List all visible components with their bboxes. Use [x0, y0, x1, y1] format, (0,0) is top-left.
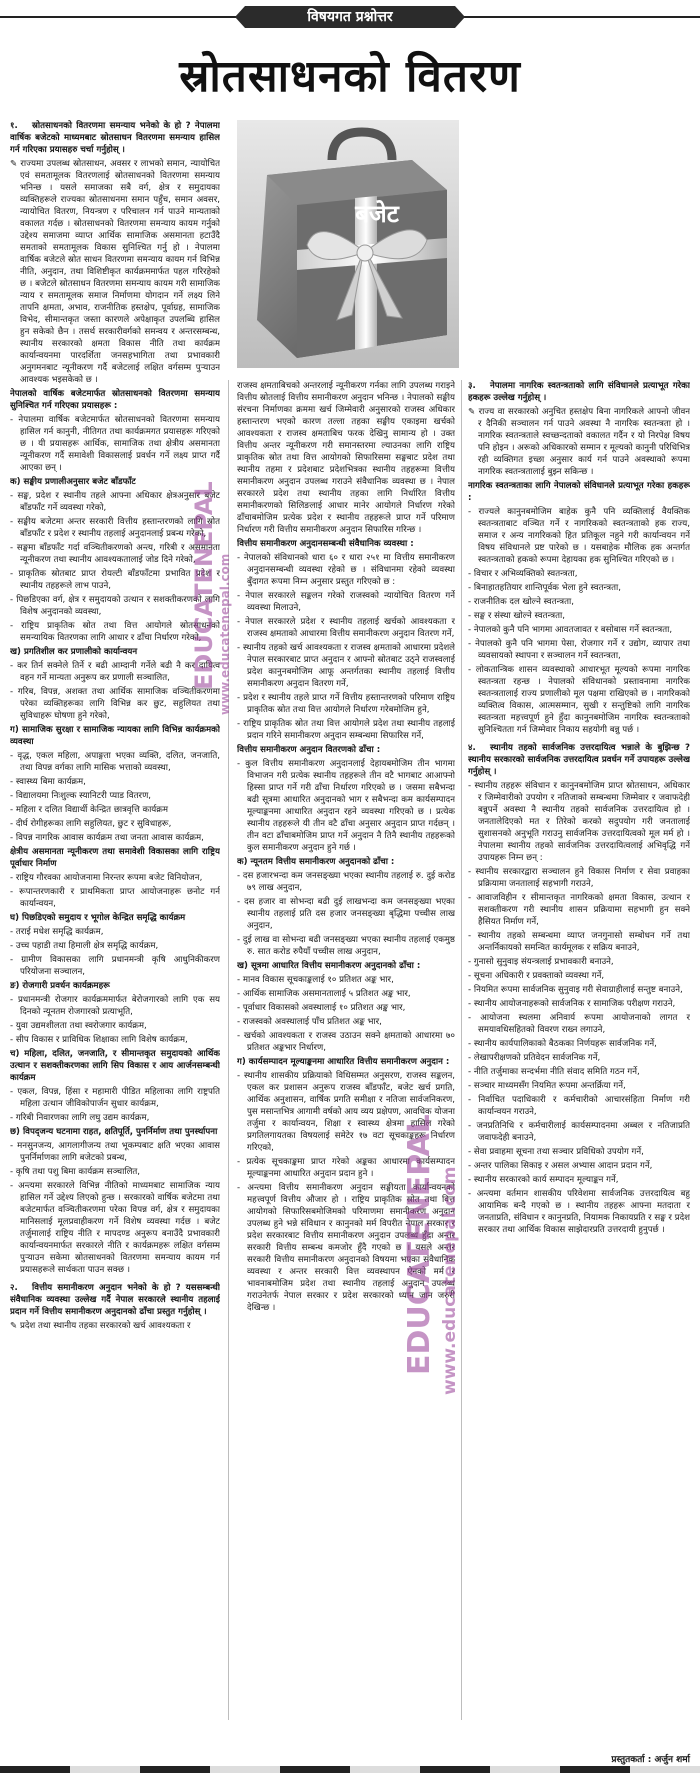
subheading-gh: क्षेत्रीय असमानता न्यूनीकरण तथा समावेशी विकासका लागि राष्ट्रिय पूर्वाधार निर्माण	[10, 847, 220, 869]
list-item: - आवाजविहीन र सीमान्तकृत नागरिकको क्षमता विकास, उत्थान र सशक्तीकरण गरी स्थानीय शासन प्रक्रियामा सहभागी हुन सक्ने हैसियत निर्माण गर्ने,	[468, 893, 690, 927]
list	[10, 872, 220, 910]
list-item: - स्थानीय तहहरू संविधान र कानुनबमोजिम प्राप्त स्रोतसाधन, अधिकार र जिम्मेवारीको उपयोग र नतिजाको सम्बन्धमा जिम्मेवार र जवाफदेही बन्नुपर्ने अवस्था नै स्थानीय तहको सार्वजनिक उत्तरदायित्व हो । जनतालेदिएको मत र तिरेको करको सदुपयोग गरी जनतालाई सुशासनको अनुभूति गराउनु सार्वजनिक उत्तरदायित्वको मूल मर्म हो । नेपालमा स्थानीय तहको सार्वजनिक उत्तरदायित्वलाई अभिवृद्धि गर्ने उपायहरू निम्न छन् :	[468, 781, 690, 863]
column-3	[468, 380, 690, 1750]
list-item: - तराई मधेश समृद्धि कार्यक्रम,	[10, 927, 104, 937]
list-item: - स्थानीय सरकारको कार्य सम्पादन मूल्याङ्कन गर्ने,	[468, 1175, 619, 1185]
list-item: - मनसुनजन्य, आगलागीजन्य तथा भूकम्पबाट क्षति भएका आवास पुनर्निर्माणका लागि बजेटको प्रबन्ध,	[10, 1141, 220, 1163]
question-1: १. स्रोतसाधनको वितरणमा समन्याय भनेको के हो ? नेपालमा वार्षिक बजेटको माध्यमबाट स्रोतसाधन वितरणमा समन्याय हासिल गर्न गरिएका प्रयासहरु चर्चा गर्नुहोस् ।	[10, 121, 220, 155]
list-item: - सञ्चार माध्यमसँग नियमित रूपमा अन्तर्क्रिया गर्ने,	[468, 1081, 626, 1091]
question-2: २. वित्तीय समानीकरण अनुदान भनेको के हो ? यससम्बन्धी संवैधानिक व्यवस्था उल्लेख गर्दै नेपाल सरकारले स्थानीय तहलाई प्रदान गर्ने वित्तीय समानीकरण अनुदानको ढाँचा प्रस्तुत गर्नुहोस् ।	[10, 1283, 220, 1317]
section-tag: विषयगत प्रश्नोत्तर	[245, 6, 455, 28]
column-divider	[461, 380, 462, 1720]
list-item: - अन्त्यमा सरकारले विभिन्न नीतिको माध्यमबाट सामाजिक न्याय हासिल गर्ने उद्देश्य लिएको हुन्छ । सरकारको वार्षिक बजेटमा तथा बजेटमार्फत वञ्चितीकरणमा परेका विपन्न वर्ग, क्षेत्र र समुदायका मानिसलाई मूलप्रवाहीकरण गर्ने विशेष व्यवस्था गर्दछ । बजेट तर्जुमालाई राष्ट्रिय नीति र मापदण्ड अनुरूप बनाउँदै प्रभावकारी कार्यान्वयनमार्फत सरकारले नीति र कार्यक्रमहरू लक्षित वर्गसम्म पुऱ्याउन सकेमा स्रोतसाधनको वितरणमा समन्याय कायम गर्न प्रयासहरूले सार्थकता पाउन सक्छ ।	[10, 1181, 220, 1275]
list-item: - दस हजारभन्दा कम जनसङ्ख्या भएका स्थानीय तहलाई रु. दुई करोड ७९ लाख अनुदान,	[237, 871, 455, 893]
list	[237, 552, 455, 742]
budget-label: बजेट	[355, 200, 399, 228]
list-item: - दीर्घ रोगीहरूका लागि सहुलियत, छुट र सुविधाहरू,	[10, 819, 172, 829]
list-item: - कृषि तथा पशु बिमा कार्यक्रम सञ्चालित,	[10, 1167, 141, 1177]
list-item: - अन्त्यमा वर्तमान शासकीय परिवेशमा सार्वजनिक उत्तरदायित्व बहु आयामिक बन्दै गएको छ । स्थानीय तहहरू आफ्ना मतदाता र जनताप्रति, संविधान र कानुनप्रति, नियामक निकायप्रति र सङ्घ र प्रदेश सरकार तथा आर्थिक विकास साझेदारप्रति उत्तरदायी हुनुपर्छ ।	[468, 1189, 690, 1235]
list-item: - बिनाहातहतियार शान्तिपूर्वक भेला हुने स्वतन्त्रता,	[468, 583, 621, 593]
subheading: वित्तीय समानीकरण अनुदानसम्बन्धी संवैधानिक व्यवस्था :	[237, 539, 414, 549]
watermark-brand: EDUCATENEPAL	[402, 1114, 437, 1375]
list-item: - नेपालको संविधानको धारा ६० र धारा २५१ मा वित्तीय समानीकरण अनुदानसम्बन्धी व्यवस्था रहेको छ । संविधानमा रहेको व्यवस्था बुँदागत रूपमा निम्न अनुसार प्रस्तुत गरिएको छ :	[237, 553, 455, 587]
list-item: - निर्वाचित पदाधिकारी र कर्मचारीको आचारसंहिता निर्माण गरी कार्यान्वयन गराउने,	[468, 1095, 690, 1117]
briefcase-icon	[237, 120, 459, 368]
list-item: - नेपाल सरकारले प्रदेश र स्थानीय तहलाई खर्चको आवश्यकता र राजस्व क्षमताको आधारमा वित्तीय समानीकरण अनुदान वितरण गर्ने,	[237, 617, 455, 639]
list-item: - आयोजना स्थलमा अनिवार्य रूपमा आयोजनाको लागत र समयावधिसहितको विवरण राख्न लगाउने,	[468, 1013, 690, 1035]
list-item: - प्राकृतिक स्रोतबाट प्राप्त रोयल्टी बाँडफाँटमा प्रभावित प्रदेश र स्थानीय तहहरूले लाभ पाउने,	[10, 569, 220, 591]
list-item: - कर तिर्न सक्नेले तिर्ने र बढी आम्दानी गर्नेले बढी नै कर दायित्व वहन गर्ने मान्यता अनुरूप कर प्रणाली सञ्चालित,	[10, 661, 220, 683]
list-item: - उच्च पहाडी तथा हिमाली क्षेत्र समृद्धि कार्यक्रम,	[10, 941, 159, 951]
subheading-k: क) न्यूनतम वित्तीय समानीकरण अनुदानको ढाँचा :	[237, 857, 395, 867]
paragraph: राजस्व क्षमताबिचको अन्तरलाई न्यूनीकरण गर्नका लागि उपलब्ध गराइने वित्तीय स्रोतलाई वित्तीय समानीकरण अनुदान भनिन्छ । नेपालको सङ्घीय संरचना निर्माणका क्रममा खर्च जिम्मेवारी अनुसारको राजस्व अधिकार हस्तान्तरण भएको कारण तल्ला तहका सङ्घीय एकाइमा खर्चको आवश्यकता र राजस्व क्षमताबिच फरक देखिनु सामान्य हो । उक्त वित्तीय अन्तर न्यूनीकरण गरी समानस्तरमा ल्याउनका लागि राष्ट्रिय प्राकृतिक स्रोत तथा वित्त आयोगको सिफारिसमा सङ्घबाट प्रदेश तथा स्थानीय तहमा र प्रदेशबाट प्रदेशभित्रका स्थानीय तहहरूमा वित्तीय समानीकरण अनुदान उपलब्ध गराउने संवैधानिक व्यवस्था छ । नेपाल सरकारले प्रदेश तथा स्थानीय तहका लागि निर्धारित वित्तीय समानीकरणको सिलिङलाई आधार मानेर आयोगले निर्धारण गरेको ढाँचाबमोजिम प्रत्येक प्रदेश र स्थानीय तहहरूले प्राप्त गर्ने परिमाण निर्धारण गरी वित्तीय समानीकरण अनुदान सिफारिस गरिन्छ ।	[237, 381, 455, 535]
list-item: - सङ्घ र संस्था खोल्ने स्वतन्त्रता,	[468, 611, 565, 621]
subheading: नेपालको वार्षिक बजेटमार्फत स्रोतसाधनको वितरणमा समन्याय सुनिश्चित गर्न गरिएका प्रयासहरू :	[10, 389, 220, 411]
paragraph: - कुल वित्तीय समानीकरण अनुदानलाई देहायबमोजिम तीन भागमा विभाजन गरी प्रत्येक स्थानीय तहहरूले तीन वटै भागबाट आआफ्नो हिस्सा प्राप्त गर्ने गरी ढाँचा निर्धारण गरिएको छ । जसमा सबैभन्दा बढी सूत्रमा आधारित अनुदानको भाग र सबैभन्दा कम कार्यसम्पादन मूल्याङ्कनमा आधारित अनुदान रहने व्यवस्था गरिएको छ । प्रत्येक स्थानीय तहहरूले यी तीन वटै ढाँचा अनुसार अनुदान प्राप्त गर्दछन् । तीन वटा ढाँचाबमोजिम प्राप्त गर्ने अनुदान नै तिनै स्थानीय तहहरूको कुल समानीकरण अनुदान हुने गर्छ ।	[237, 759, 455, 853]
list-item: - स्थानीय शासकीय प्रक्रियाको विधिसम्मत अनुसरण, राजस्व सङ्कलन, एकल कर प्रशासन अनुरूप राजस्व बाँडफाँट, बजेट खर्च प्रगति, आर्थिक अनुशासन, वार्षिक प्रगति समीक्षा र नतिजा सार्वजनिकरण, पुस मसान्तभित्र आगामी वर्षको आय व्यय प्रक्षेपण, आवधिक योजना तर्जुमा र कार्यान्वयन, शिक्षा र स्वास्थ्य क्षेत्रमा हासिल गरेको प्रगतिलगायतका विषयलाई समेटेर १७ वटा सूचकाङ्कहरू निर्धारण गरिएको,	[237, 1071, 455, 1153]
list-item: - सङ्घ, प्रदेश र स्थानीय तहले आफ्ना अधिकार क्षेत्रअनुसार बजेट बाँडफाँट गर्ने व्यवस्था गरेको,	[10, 491, 220, 513]
list-item: - नियमित रूपमा सार्वजनिक सुनुवाइ गरी सेवाग्राहीलाई सन्तुष्ट बनाउने,	[468, 985, 683, 995]
list-item: - स्वास्थ्य बिमा कार्यक्रम,	[10, 777, 86, 787]
list	[237, 974, 455, 1054]
list-item: - स्थानीय तहको खर्च आवश्यकता र राजस्व क्षमताको आधारमा प्रदेशले नेपाल सरकारबाट प्राप्त अनुदान र आफ्नो स्रोतबाट उठ्ने राजस्वलाई प्रदेश कानुनबमोजिम आफू अन्तर्गतका स्थानीय तहलाई वित्तीय समानीकरण अनुदान वितरण गर्ने,	[237, 643, 455, 689]
budget-briefcase-illustration	[237, 120, 459, 368]
list-item: - पिछडिएका वर्ग, क्षेत्र र समुदायको उत्थान र सशक्तीकरणको लागि विशेष अनुदानको व्यवस्था,	[10, 595, 220, 617]
list	[468, 506, 690, 736]
list-item: - गुनासो सुनुवाइ संयन्त्रलाई प्रभावकारी बनाउने,	[468, 957, 614, 967]
subheading: वित्तीय समानीकरण अनुदान वितरणको ढाँचा :	[237, 745, 381, 755]
subheading-ng: घ) पिछडिएको समुदाय र भूगोल केन्द्रित समृद्धि कार्यक्रम	[10, 913, 186, 923]
list-item: - दुई लाख वा सोभन्दा बढी जनसङ्ख्या भएका स्थानीय तहलाई एकमुष्ठ रु. सात करोड रुपैयाँ पच्चीस लाख अनुदान,	[237, 935, 455, 957]
list-item: - राष्ट्रिय प्राकृतिक स्रोत तथा वित्त आयोगले स्रोतसाधनको समन्यायिक वितरणका लागि आधार र ढाँचा निर्धारण गरेको,	[10, 621, 220, 643]
list	[10, 1140, 220, 1276]
list-item: - आर्थिक सामाजिक असमानतालाई ५ प्रतिशत अङ्क भार,	[237, 989, 411, 999]
list-item: - जनप्रतिनिधि र कर्मचारीलाई कार्यसम्पादनमा अब्बल र नतिजाप्रति जवाफदेही बनाउने,	[468, 1121, 690, 1143]
list	[10, 926, 220, 978]
list-item: - अन्त्यमा वित्तीय समानीकरण अनुदान सङ्घीयता कार्यान्वयनको महत्त्वपूर्ण वित्तीय औजार हो । राष्ट्रिय प्राकृतिक स्रोत तथा वित्त आयोगको सिफारिसबमोजिमको परिमाणमा समानीकरण अनुदान उपलब्ध हुने भन्ने संविधान र कानुनको मर्म विपरीत नेपाल सरकार र प्रदेश सरकारबाट वित्तीय समानीकरण अनुदान उपलब्ध हुँदा अन्तर सरकारी वित्तीय सम्बन्ध कमजोर हुँदै गएको छ । यसले अन्तर सरकारी वित्तीय समानीकरण अनुदानको विषयमा भएका संवैधानिक व्यवस्था र अन्तर सरकारी वित्त व्यवस्थापन ऐनको मर्म र भावनाबमोजिम प्रदेश तथा स्थानीय तहलाई अनुदान उपलब्ध गराउनेतर्फ नेपाल सरकार र प्रदेश सरकारको ध्यान जान जरुरी देखिन्छ ।	[237, 1183, 455, 1313]
list-item: - राजनीतिक दल खोल्ने स्वतन्त्रता,	[468, 597, 574, 607]
list-item: - लोकतान्त्रिक शासन व्यवस्थाको आधारभूत मूल्यको रूपमा नागरिक स्वतन्त्रता रहन्छ । नेपालको संविधानको प्रस्तावनामा नागरिक स्वतन्त्रतालाई राज्य प्रणालीको मूल पक्षमा राखिएको छ । नागरिकको व्यक्तित्व विकास, आत्मसम्मान, सुखी र सन्तुष्टिको लागि नागरिक स्वतन्त्रता महत्त्वपूर्ण हुने हुँदा कानुनबमोजिम नागरिक स्वतन्त्रताको सुनिश्चितता गर्न जिम्मेवार निकाय सहयोगी बन्नु पर्छ ।	[468, 665, 690, 735]
page-title: स्रोतसाधनको वितरण	[179, 51, 521, 102]
list-item: - गरिब, विपन्न, अशक्त तथा आर्थिक सामाजिक वञ्चितीकरणमा परेका व्यक्तिहरूका लागि विभिन्न कर छुट, सहुलियत तथा सुविधाहरू घोषणा हुने गरेको,	[10, 687, 220, 721]
list-item: - स्थानीय सरकारद्वारा सञ्चालन हुने विकास निर्माण र सेवा प्रवाहका प्रक्रियामा जनतालाई सहभागी गराउने,	[468, 867, 690, 889]
list-item: - सूचना अधिकारी र प्रवक्ताको व्यवस्था गर्ने,	[468, 971, 605, 981]
list-item: - महिला र दलित विद्यार्थी केन्द्रित छात्रवृत्ति कार्यक्रम	[10, 805, 169, 815]
list-item: - विपन्न नागरिक आवास कार्यक्रम तथा जनता आवास कार्यक्रम,	[10, 833, 204, 843]
subheading-kh: ख) प्रगतिशील कर प्रणालीको कार्यान्वयन	[10, 647, 138, 657]
list-item: - वृद्ध, एकल महिला, अपाङ्गता भएका व्यक्ति, दलित, जनजाति, तथा विपन्न वर्गका लागि मासिक भत्ताको व्यवस्था,	[10, 751, 220, 773]
subheading-g: ग) सामाजिक सुरक्षा र सामाजिक न्यायका लागि विभिन्न कार्यक्रमको व्यवस्था	[10, 725, 220, 747]
answer-2: ✎ प्रदेश तथा स्थानीय तहका सरकारको खर्च आवश्यकता र	[10, 1321, 191, 1331]
question-3: ३. नेपालमा नागरिक स्वतन्त्रताको लागि संविधानले प्रत्याभूत गरेका हकहरू उल्लेख गर्नुहोस् ।	[468, 381, 690, 403]
list-item: - सङ्घमा बाँडफाँट गर्दा वञ्चितीकरणको अन्त्य, गरिबी र असमानता न्यूनीकरण तथा स्थानीय आवश्यकतालाई जोड दिने गरेको,	[10, 543, 220, 565]
paragraph: - नेपालमा वार्षिक बजेटमार्फत स्रोतसाधनको वितरणमा समन्याय हासिल गर्न कानुनी, नीतिगत तथा कार्यक्रमगत प्रयासहरू गरिएको छ । यी प्रयासहरू आर्थिक, सामाजिक तथा क्षेत्रीय असमानता न्यूनीकरण गर्दै समावेशी विकासलाई प्रवर्धन गर्ने लक्ष्य प्राप्त गर्दै आएका छन् ।	[10, 415, 220, 473]
watermark-url: www.educatenepal.com	[218, 553, 232, 715]
list	[10, 994, 220, 1046]
subheading-k: क) सङ्घीय प्रणालीअनुसार बजेट बाँडफाँट	[10, 477, 136, 487]
list-item: - विचार र अभिव्यक्तिको स्वतन्त्रता,	[468, 569, 578, 579]
list-item: - एकल, विपन्न, हिंसा र महामारी पीडित महिलाका लागि राष्ट्रपति महिला उत्थान जीविकोपार्जन सुधार कार्यक्रम,	[10, 1087, 220, 1109]
section-header	[0, 6, 700, 28]
list	[10, 490, 220, 644]
answer-1: ✎ राज्यमा उपलब्ध स्रोतसाधन, अवसर र लाभको समान, न्यायोचित एवं समतामूलक वितरणलाई स्रोतसाधनको वितरणमा समन्याय भनिन्छ । यसले समाजका सबै वर्ग, क्षेत्र र समुदायका व्यक्तिहरूले राज्यका स्रोतसाधनमा समान पहुँच, समान अवसर, न्यायोचित वितरण, नियन्त्रण र परिचालन गर्न पाउने मान्यताको वकालत गर्दछ । स्रोतसाधनको वितरणमा समन्याय कायम गर्नुको उद्देश्य समाजमा व्याप्त आर्थिक सामाजिक असमानता हटाउँदै समताको समतामूलक विकास सुनिश्चित गर्नु हो । नेपालमा वार्षिक बजेटले स्रोत साधन वितरणमा समन्याय कायम गर्न विभिन्न नीति, अनुदान, तथा विशिष्टीकृत कार्यक्रममार्फत पहल गरिरहेको छ । बजेटले स्रोतसाधन वितरणमा समन्याय कायम गरी सामाजिक न्याय र समतामूलक समाज निर्माणमा योगदान गर्ने लक्ष्य लिने तापनि क्षमता, अभाव, राजनीतिक हस्तक्षेप, पूर्वाग्रह, सामाजिक विभेद, सीमान्तकृत जस्ता कारणले अपेक्षाकृत उपलब्धि हासिल हुन सकेको छैन । तसर्थ सरकारीवर्गको समन्वय र अन्तरसम्बन्ध, स्थानीय सरकारको क्षमता विकास नीति तथा कार्यक्रम कार्यान्वयनमा पारदर्शिता जनसहभागिता तथा प्रभावकारी अनुगमनबाट न्यूनीकरण गर्दै बजेटलाई लक्षित वर्गसम्म पुऱ्याउन आवश्यक भइसकेको छ ।	[10, 159, 220, 385]
list-item: - राष्ट्रिय गौरवका आयोजनामा निरन्तर रूपमा बजेट विनियोजन,	[10, 873, 203, 883]
subheading: नागरिक स्वतन्त्रताका लागि नेपालको संविधानले प्रत्याभूत गरेका हकहरू :	[468, 481, 690, 503]
list-item: - नीति तर्जुमाका सन्दर्भमा नीति संवाद समिति गठन गर्ने,	[468, 1067, 640, 1077]
list-item: - नेपाल सरकारले सङ्कलन गरेको राजस्वको न्यायोचित वितरण गर्ने व्यवस्था मिलाउने,	[237, 591, 455, 613]
list-item: - राजस्वको अवस्थालाई पाँच प्रतिशत अङ्क भार,	[237, 1017, 382, 1027]
column-2	[237, 380, 455, 1755]
list-item: - पूर्वाधार विकासको अवस्थालाई १० प्रतिशत अङ्क भार,	[237, 1003, 406, 1013]
subheading-ch: ङ) रोजगारी प्रवर्धन कार्यक्रमहरू	[10, 981, 110, 991]
list-item: - रूपान्तरणकारी र प्राथमिकता प्राप्त आयोजनाहरू छनोट गर्न कार्यान्वयन,	[10, 887, 220, 909]
list-item: - प्रत्येक सूचकाङ्कमा प्राप्त गरेको अङ्कका आधारमा कार्यसम्पादन मूल्याङ्कनमा आधारित अनुदान प्रदान हुने ।	[237, 1157, 455, 1179]
list-item: - नेपालको कुनै पनि भागमा आवतजावत र बसोबास गर्ने स्वतन्त्रता,	[468, 625, 673, 635]
color-calibration-bar	[0, 1766, 700, 1773]
list	[10, 1086, 220, 1124]
subheading-g: ग) कार्यसम्पादन मूल्याङ्कनमा आधारित वित्तीय समानीकरण अनुदान :	[237, 1057, 450, 1067]
list-item: - सेवा प्रवाहमा सूचना तथा सञ्चार प्रविधिको उपयोग गर्ने,	[468, 1147, 644, 1157]
list-item: - मानव विकास सूचकाङ्कलाई १० प्रतिशत अङ्क भार,	[237, 975, 394, 985]
list-item: - सीप विकास र प्राविधिक शिक्षाका लागि विशेष कार्यक्रम,	[10, 1035, 188, 1045]
subheading-chh: छ) विपद्जन्य घटनामा राहत, क्षतिपूर्ति, पुनर्निर्माण तथा पुनर्स्थापना	[10, 1127, 218, 1137]
watermark-url: www.educatenepal.com	[440, 1166, 460, 1395]
list-item: - गरिबी निवारणका लागि लघु उद्यम कार्यक्रम,	[10, 1113, 150, 1123]
list	[10, 750, 220, 844]
list-item: - सङ्घीय बजेटमा अन्तर सरकारी वित्तीय हस्तान्तरणको लागि स्रोत बाँडफाँट र प्रदेश र स्थानीय तहलाई अनुदानलाई प्रबन्ध गरेको,	[10, 517, 220, 539]
column-1	[10, 120, 220, 1760]
list-item: - प्रदेश र स्थानीय तहले प्राप्त गर्ने वित्तीय हस्तान्तरणको परिमाण राष्ट्रिय प्राकृतिक स्रोत तथा वित्त आयोगले निर्धारण गरेबमोजिम हुने,	[237, 693, 455, 715]
question-4: ४. स्थानीय तहको सार्वजनिक उत्तरदायित्व भन्नाले के बुझिन्छ ? स्थानीय सरकारको सार्वजनिक उत्तरदायित्व प्रवर्धन गर्ने उपायहरू उल्लेख गर्नुहोस् ।	[468, 743, 690, 777]
answer-3: ✎ राज्य वा सरकारको अनुचित हस्तक्षेप बिना नागरिकले आफ्नो जीवन र दैनिकी सञ्चालन गर्न पाउने अवस्था नै नागरिक स्वतन्त्रता हो । नागरिक स्वतन्त्रताले स्वच्छन्दताको वकालत गर्दैन र यो निरपेक्ष विषय पनि होइन । अरूको अधिकारको सम्मान र मूल्यको कानुनी परिधिभित्र रही व्यक्तिगत इच्छा अनुसार कार्य गर्न पाउने अवस्थाको रूपमा नागरिक स्वतन्त्रतालाई बुझ्न सकिन्छ ।	[468, 407, 690, 477]
list-item: - विद्यालयमा निःशुल्क स्यानिटरी प्याड वितरण,	[10, 791, 152, 801]
list-item: - लेखापरीक्षणको प्रतिवेदन सार्वजनिक गर्ने,	[468, 1053, 601, 1063]
subheading-c: च) महिला, दलित, जनजाति, र सीमान्तकृत समुदायको आर्थिक उत्थान र सशक्तीकरणका लागि सिप विकास र आय आर्जनसम्बन्धी कार्यक्रम	[10, 1049, 220, 1083]
list-item: - अन्तर पालिका सिकाइ र असल अभ्यास आदान प्रदान गर्ने,	[468, 1161, 653, 1171]
list-item: - स्थानीय आयोजनाहरूको सार्वजनिक र सामाजिक परीक्षण गराउने,	[468, 999, 676, 1009]
list-item: - प्रधानमन्त्री रोजगार कार्यक्रममार्फत बेरोजगारको लागि एक सय दिनको न्यूनतम रोजगारको प्रत्याभूति,	[10, 995, 220, 1017]
list	[237, 870, 455, 958]
watermark-brand: EDUCATENEPAL	[190, 481, 218, 690]
list-item: - नेपालको कुनै पनि भागमा पेसा, रोजगार गर्ने र उद्योग, व्यापार तथा व्यवसायको स्थापना र सञ्चालन गर्ने स्वतन्त्रता,	[468, 639, 690, 661]
list-item: - ग्रामीण विकासका लागि प्रधानमन्त्री कृषि आधुनिकीकरण परियोजना सञ्चालन,	[10, 955, 220, 977]
list	[468, 780, 690, 1236]
list-item: - दस हजार वा सोभन्दा बढी दुई लाखभन्दा कम जनसङ्ख्या भएका स्थानीय तहलाई प्रति दस हजार जनसङ्ख्या बृद्धिमा पच्चीस लाख अनुदान,	[237, 897, 455, 931]
list	[10, 660, 220, 722]
list-item: - खर्चको आवश्यकता र राजस्व उठाउन सक्ने क्षमताको आधारमा ७० प्रतिशत अङ्कभार निर्धारण,	[237, 1031, 455, 1053]
list-item: - स्थानीय तहको सम्बन्धमा व्याप्त जनगुनासो सम्बोधन गर्ने तथा अन्तर्निकायको समन्वित कार्यमूलक र सक्रिय बनाउने,	[468, 931, 690, 953]
list-item: - स्थानीय कार्यपालिकाको बैठकका निर्णयहरू सार्वजनिक गर्ने,	[468, 1039, 657, 1049]
list-item: - राष्ट्रिय प्राकृतिक स्रोत तथा वित्त आयोगले प्रदेश तथा स्थानीय तहलाई प्रदान गरिने समानीकरण अनुदान सम्बन्धमा सिफारिस गर्ने,	[237, 719, 455, 741]
list-item: - राज्यले कानुनबमोजिम बाहेक कुनै पनि व्यक्तिलाई वैयक्तिक स्वतन्त्रताबाट वञ्चित गर्ने र नागरिकको स्वतन्त्रताको हक राज्य, समाज र अन्य नागरिकको हित प्रतिकूल नहुने गरी कार्यान्वयन गर्ने विषय संविधानले प्रष्ट पारेको छ । यसबाहेक मौलिक हक अन्तर्गत स्वतन्त्रताको हकको रूपमा देहायका हक सुनिश्चित गरिएको छ ।	[468, 507, 690, 565]
author-credit: प्रस्तुतकर्ता : अर्जुन शर्मा	[611, 1755, 690, 1765]
list-item: - युवा उद्यमशीलता तथा स्वरोजगार कार्यक्रम,	[10, 1021, 147, 1031]
subheading-kh: ख) सूत्रमा आधारित वित्तीय समानीकरण अनुदानको ढाँचा :	[237, 961, 421, 971]
